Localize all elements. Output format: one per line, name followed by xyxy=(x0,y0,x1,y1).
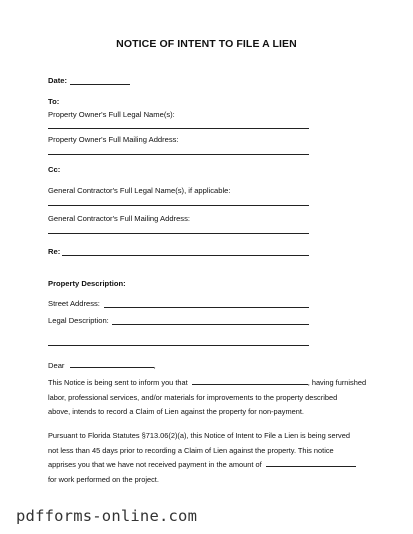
owner-name-field[interactable] xyxy=(48,128,309,129)
contractor-name-field[interactable] xyxy=(48,205,309,206)
dear-name-field[interactable] xyxy=(70,359,154,368)
para2-line3-start: apprises you that we have not received payment in the amount of xyxy=(48,460,262,470)
owner-address-field[interactable] xyxy=(48,154,309,155)
site-watermark: pdfforms-online.com xyxy=(16,507,198,525)
notice-paragraph-line-3: above, intends to record a Claim of Lien against the property for non-payment. xyxy=(48,407,304,417)
statute-paragraph-line-2: not less than 45 days prior to recording a Claim of Lien against the property. This notice xyxy=(48,445,334,455)
contractor-name-label: General Contractor's Full Legal Name(s), if applicable: xyxy=(48,186,231,195)
para1-line1-start: This Notice is being sent to inform you that xyxy=(48,378,188,387)
statute-paragraph-line-1: Pursuant to Florida Statutes §713.06(2)(a), this Notice of Intent to File a Lien is being served xyxy=(48,431,350,440)
property-description-label: Property Description: xyxy=(48,279,126,288)
salutation xyxy=(48,359,156,371)
contractor-address-label: General Contractor's Full Mailing Address: xyxy=(48,214,190,223)
claimant-name-field[interactable] xyxy=(192,376,308,385)
re-field[interactable] xyxy=(62,255,309,256)
to-label: To: xyxy=(48,97,60,106)
document-title: NOTICE OF INTENT TO FILE A LIEN xyxy=(116,38,297,50)
para1-line1-end: , having furnished xyxy=(307,378,367,387)
re-label: Re: xyxy=(48,247,61,256)
statute-paragraph-line-4: for work performed on the project. xyxy=(48,474,159,484)
notice-paragraph-line-2: labor, professional services, and/or materials for improvements to the property described xyxy=(48,392,338,402)
street-address-field[interactable] xyxy=(104,307,309,308)
date-field[interactable] xyxy=(70,84,130,85)
legal-description-field-2[interactable] xyxy=(48,345,309,346)
street-address-label: Street Address: xyxy=(48,299,100,308)
date-label: Date: xyxy=(48,76,67,85)
notice-paragraph xyxy=(48,376,368,420)
notice-paragraph-line-1 xyxy=(48,376,368,391)
amount-field[interactable] xyxy=(266,458,356,467)
statute-paragraph-line-3 xyxy=(48,458,368,473)
legal-description-label: Legal Description: xyxy=(48,316,109,325)
owner-name-label: Property Owner's Full Legal Name(s): xyxy=(48,110,175,119)
dear-suffix: , xyxy=(153,361,156,370)
cc-label: Cc: xyxy=(48,165,61,174)
dear-label: Dear xyxy=(48,361,65,370)
contractor-address-field[interactable] xyxy=(48,233,309,234)
owner-address-label: Property Owner's Full Mailing Address: xyxy=(48,135,179,144)
legal-description-field-1[interactable] xyxy=(112,324,309,325)
statute-paragraph xyxy=(48,429,368,487)
